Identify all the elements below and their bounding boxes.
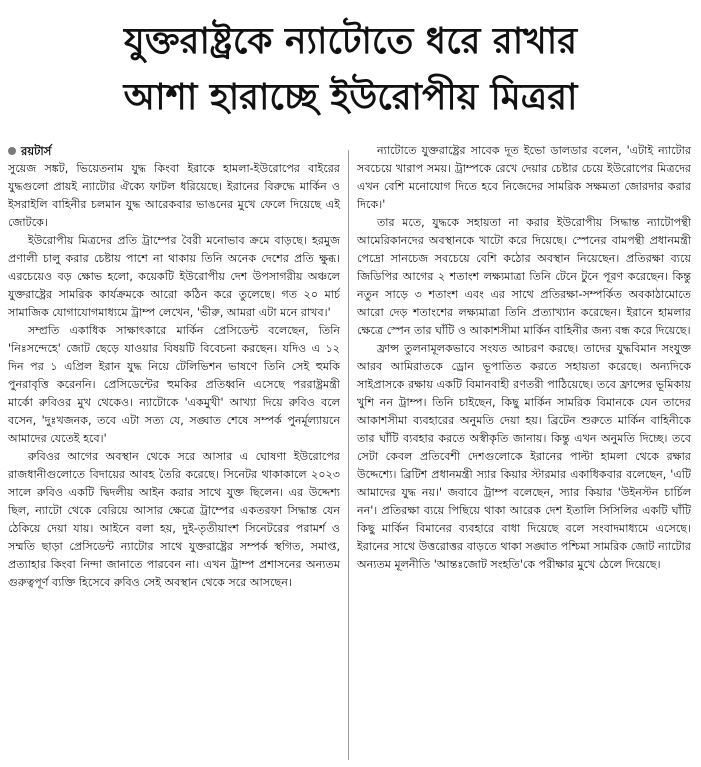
paragraph: ন্যাটোতে যুক্তরাষ্ট্রের সাবেক দূত ইভো ডালডার বলেন, 'এটাই ন্যাটোর সবচেয়ে খারাপ সময়। ট্রাম্পকে রেখে দেয়ার চেষ্টার চেয়ে ইউরোপের মিত্রদের এখন বেশি মনোযোগ দিতে হবে নিজেদের সামরিক সক্ষমতা জোরদার করার দিকে।' xyxy=(357,144,691,211)
paragraph: ইউরোপীয় মিত্রদের প্রতি ট্রাম্পের বৈরী মনোভাব ক্রমে বাড়ছে। হরমুজ প্রণালী চালু করার চেষ্টায় পাশে না থাকায় তিনি অনেক দেশের প্রতি ক্ষুব্ধ। এরচেয়েও বড় ক্ষোভ হলো, কয়েকটি ইউরোপীয় দেশ উপসাগরীয় অঞ্চলে যুক্তরাষ্ট্রের সামরিক কার্যক্রমকে আরো কঠিন করে তুলেছে। গত ২০ মার্চ সামাজিক যোগাযোগমাধ্যমে ট্রাম্প লেখেন, 'ভীরু, আমরা এটা মনে রাখব।' xyxy=(8,234,340,319)
source-label: রয়টার্স xyxy=(21,144,52,158)
right-column xyxy=(357,142,691,574)
paragraph: সম্প্রতি একাধিক সাক্ষাৎকারে মার্কিন প্রেসিডেন্ট বলেছেন, তিনি 'নিঃসন্দেহে' জোট ছেড়ে যাওয়ার বিষয়টি বিবেচনা করছেন। যদিও এ ১২ দিন পর ১ এপ্রিল ইরান যুদ্ধ নিয়ে টেলিভিশন ভাষণে তিনি সেই হুমকি পুনরাবৃত্তি করেননি। প্রেসিডেন্টের হুমকির প্রতিধ্বনি এসেছে পররাষ্ট্রমন্ত্রী মার্কো রুবিওর মুখ থেকেও। ন্যাটোকে 'একমুখী' আখ্যা দিয়ে রুবিও বলে বসেন, 'দুঃখজনক, তবে এটা সত্য যে, সঙ্ঘাত শেষে সম্পর্ক পুনর্মূল্যায়নে আমাদের যেতেই হবে।' xyxy=(8,324,340,445)
paragraph: ফ্রান্স তুলনামূলকভাবে সংযত আচরণ করছে। তাদের যুদ্ধবিমান সংযুক্ত আরব আমিরাতকে ড্রোন ভূপাতিত করতে সহায়তা করেছে। অন্যদিকে সাইপ্রাসকে রক্ষায় একটি বিমানবাহী রণতরী পাঠিয়েছে। তবে ফ্রান্সের ভূমিকায় খুশি নন ট্রাম্প। তিনি চাইছেন, কিছু মার্কিন সামরিক বিমানকে যেন তাদের আকাশসীমা ব্যবহারের অনুমতি দেয়া হয়। ব্রিটেন শুরুতে মার্কিন বাহিনীকে তার ঘাঁটি ব্যবহার করতে অস্বীকৃতি জানায়। কিন্তু এখন অনুমতি দিচ্ছে। তবে সেটা কেবল প্রতিবেশী দেশগুলোকে ইরানের পাল্টা হামলা থেকে রক্ষার উদ্দেশ্যে। ব্রিটিশ প্রধানমন্ত্রী স্যার কিয়ার স্টারমার একাধিকবার বলেছেন, 'এটি আমাদের যুদ্ধ নয়।' জবাবে ট্রাম্প বলেছেন, স্যার কিয়ার 'উইনস্টন চার্চিল নন'। প্রতিরক্ষা ব্যয়ে পিছিয়ে থাকা আরেক দেশ ইতালি সিসিলির একটি ঘাঁটি কিছু মার্কিন বিমানের ব্যবহারে বাধা দিয়েছে বলে সংবাদমাধ্যমে এসেছে। ইরানের সাথে উত্তরোত্তর বাড়তে থাকা সঙ্ঘাত পশ্চিমা সামরিক জোট ন্যাটোর অন্যতম মূলনীতি 'আন্তঃজোট সংহতি'কে পরীক্ষার মুখে ঠেলে দিয়েছে। xyxy=(357,342,691,571)
paragraph: তার মতে, যুদ্ধকে সহায়তা না করার ইউরোপীয় সিদ্ধান্ত ন্যাটোপন্থী আমেরিকানদের অবস্থানকে খাটো করে দিয়েছে। স্পেনের বামপন্থী প্রধানমন্ত্রী পেদ্রো সানচেজ সবচেয়ে বেশি কঠোর অবস্থান নিয়েছেন। প্রতিরক্ষা ব্যয়ে জিডিপির আগের ২ শতাংশ লক্ষ্যমাত্রা তিনি টেনে টুনে পূরণ করেছেন। কিন্তু নতুন সাড়ে ৩ শতাংশ এবং এর সাথে প্রতিরক্ষা-সম্পর্কিত অবকাঠামোতে আরো দেড় শতাংশের লক্ষ্যমাত্রা তিনি প্রত্যাখ্যান করেছেন। ইরানে হামলার ক্ষেত্রে স্পেন তার ঘাঁটি ও আকাশসীমা মার্কিন বাহিনীর জন্য বন্ধ করে দিয়েছে। xyxy=(357,216,691,337)
paragraph: সুয়েজ সঙ্কট, ভিয়েতনাম যুদ্ধ কিংবা ইরাকে হামলা-ইউরোপের বাইরের যুদ্ধগুলো প্রায়ই ন্যাটোর ঐক্যে ফাটল ধরিয়েছে। ইরানের বিরুদ্ধে মার্কিন ও ইসরাইলি বাহিনীর চলমান যুদ্ধ আরেকবার ভাঙনের মুখে ফেলে দিয়েছে এই জোটকে। xyxy=(8,162,340,229)
headline-line-2: আশা হারাচ্ছে ইউরোপীয় মিত্ররা xyxy=(123,77,578,118)
headline xyxy=(10,14,691,126)
paragraph: রুবিওর আগের অবস্থান থেকে সরে আসার এ ঘোষণা ইউরোপের রাজধানীগুলোতে বিদায়ের আবহ তৈরি করেছে। সিনেটর থাকাকালে ২০২৩ সালে রুবিও একটি দ্বিদলীয় আইন করার সাথে যুক্ত ছিলেন। এর উদ্দেশ্য ছিল, ন্যাটো থেকে বেরিয়ে আসার ক্ষেত্রে ট্রাম্পের একতরফা সিদ্ধান্ত যেন ঠেকিয়ে দেয়া যায়। আইনে বলা হয়, দুই-তৃতীয়াংশ সিনেটরের পরামর্শ ও সম্মতি ছাড়া প্রেসিডেন্ট ন্যাটোর সাথে যুক্তরাষ্ট্রের সম্পর্ক স্থগিত, সমাপ্ত, প্রত্যাহার কিংবা নিন্দা জানাতে পারবেন না। এখন ট্রাম্প প্রশাসনের অন্যতম গুরুত্বপূর্ণ ব্যক্তি হিসেবে রুবিও সেই অবস্থান থেকে সরে আসছেন। xyxy=(8,450,340,589)
left-column xyxy=(8,142,340,592)
headline-line-1: যুক্তরাষ্ট্রকে ন্যাটোতে ধরে রাখার xyxy=(123,21,578,62)
bullet-icon xyxy=(8,147,16,155)
column-divider xyxy=(348,150,349,760)
source-byline xyxy=(8,142,340,160)
